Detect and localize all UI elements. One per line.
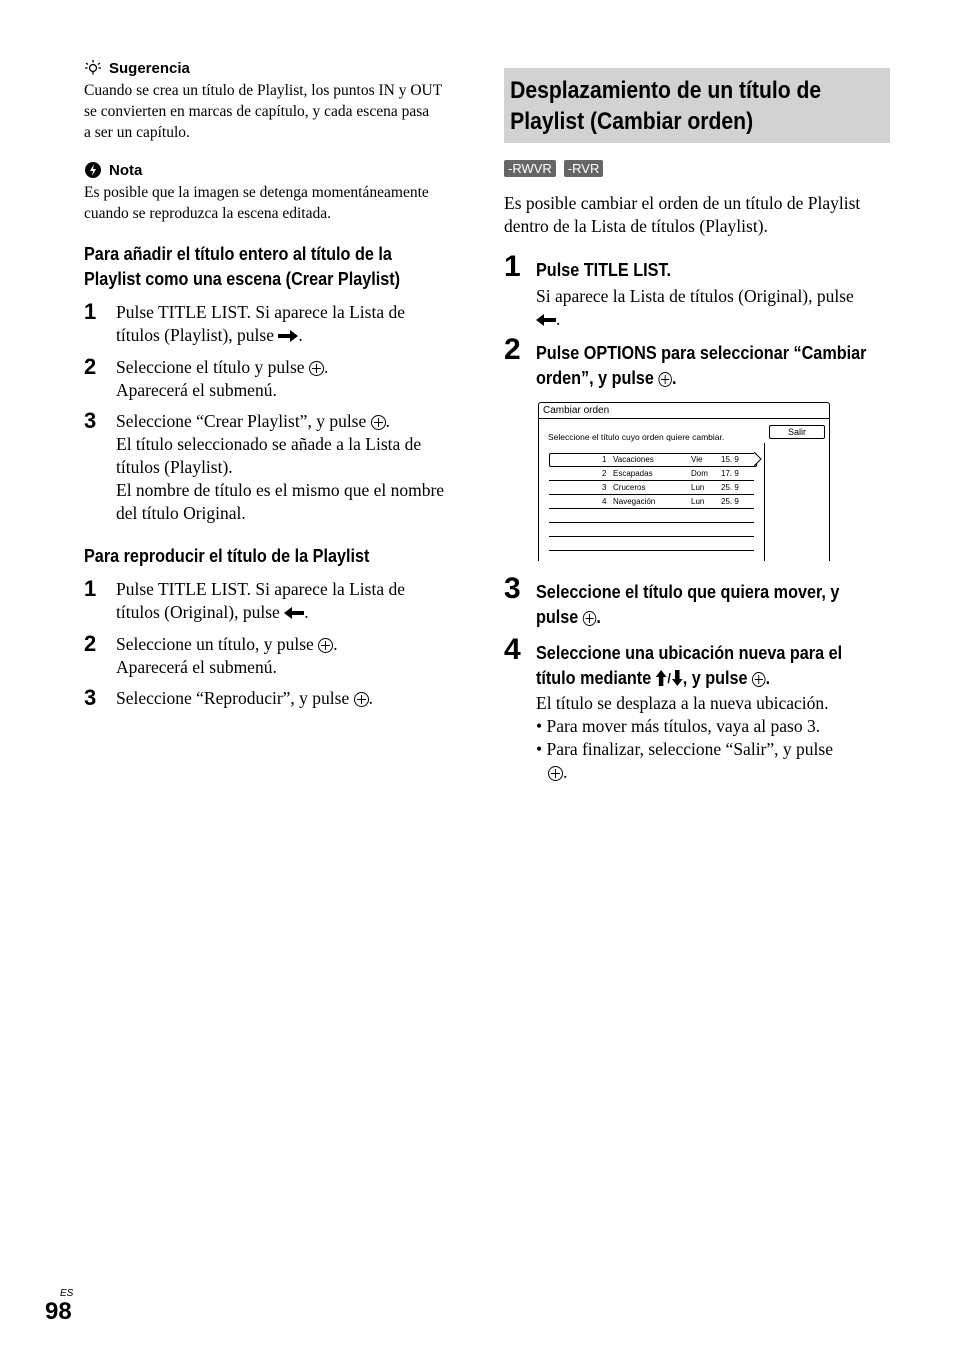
title-table: [553, 455, 753, 511]
enter-button-icon: [318, 638, 333, 653]
step-number: 3: [84, 408, 97, 433]
step-text: El título se desplaza a la nueva ubicación. • Para mover más títulos, vaya al paso 3. • Para finalizar, seleccione “Salir”, y pulse .: [536, 693, 833, 782]
note-text: Es posible que la imagen se detenga momentáneamente cuando se reproduzca la escena editada.: [84, 184, 429, 222]
intro-text: Es posible cambiar el orden de un título de Playlist dentro de la Lista de títulos (Playlist).: [504, 193, 861, 236]
arrow-right-icon: [278, 325, 298, 348]
step-text: Pulse TITLE LIST. Si aparece la Lista de títulos (Playlist), pulse .: [116, 301, 476, 348]
tip-text: Cuando se crea un título de Playlist, los puntos IN y OUT se convierten en marcas de capítulo, y cada escena pasa a ser un capítulo.: [84, 82, 443, 141]
step-text: Seleccione el título y pulse . Aparecerá el submenú.: [116, 357, 329, 400]
enter-button-icon: [371, 415, 386, 430]
step-text: Si aparece la Lista de títulos (Original), pulse .: [536, 285, 896, 332]
enter-button-icon: [752, 672, 766, 687]
section-heading-reproducir: Para reproducir el título de la Playlist: [84, 546, 370, 566]
step-number: 1: [84, 299, 97, 324]
step-number: 4: [504, 633, 521, 666]
step-text: Pulse TITLE LIST. Si aparece la Lista de títulos (Original), pulse .: [116, 578, 476, 625]
badge-rvr: -RVR: [564, 160, 604, 177]
enter-button-icon: [548, 766, 563, 781]
step-text: Seleccione un título, y pulse . Aparecerá el submenú.: [116, 634, 338, 677]
note-block: [84, 160, 474, 224]
page-number: 98: [45, 1298, 72, 1325]
step-text: Seleccione “Crear Playlist”, y pulse . El título seleccionado se añade a la Lista de títulos (Playlist). El nombre de título es el mismo que el nombre del título Original.: [116, 411, 445, 523]
tip-heading: Sugerencia: [109, 60, 190, 77]
note-heading: Nota: [109, 162, 143, 179]
arrow-up-down-icon: [656, 668, 683, 693]
salir-button[interactable]: Salir: [769, 425, 825, 439]
svg-text:/: /: [667, 670, 671, 686]
step-number: 2: [84, 354, 97, 379]
screen-prompt: Seleccione el título cuyo orden quiere cambiar.: [548, 432, 725, 442]
table-row[interactable]: 2 Escapadas Dom 17. 9: [602, 469, 739, 478]
enter-button-icon: [658, 372, 672, 387]
enter-button-icon: [309, 361, 324, 376]
table-row[interactable]: 4 Navegación Lun 25. 9: [602, 497, 739, 506]
language-label: ES: [60, 1288, 74, 1299]
tip-block: [84, 58, 474, 143]
step-number: 1: [504, 250, 521, 283]
step-number: 1: [84, 576, 97, 601]
table-row[interactable]: 3 Cruceros Lun 25. 9: [602, 483, 739, 492]
step-title: Seleccione una ubicación nueva para el título mediante / , y pulse .: [536, 641, 896, 693]
step-title: Pulse TITLE LIST.: [536, 260, 672, 280]
step-title: Seleccione el título que quiera mover, y pulse .: [536, 582, 840, 627]
arrow-left-icon: [536, 309, 556, 332]
step-number: 3: [504, 572, 521, 605]
badge-rwvr: -RWVR: [504, 160, 556, 177]
section-heading-crear-playlist: Para añadir el título entero al título de la Playlist como una escena (Crear Playlist): [84, 244, 401, 289]
step-number: 3: [84, 685, 97, 710]
step-title: Pulse OPTIONS para seleccionar “Cambiar orden”, y pulse .: [536, 343, 867, 388]
step-number: 2: [504, 333, 521, 366]
arrow-left-icon: [284, 602, 304, 625]
step-number: 2: [84, 631, 97, 656]
table-row[interactable]: 1 Vacaciones Vie 15. 9: [602, 455, 739, 464]
enter-button-icon: [583, 611, 597, 626]
row-pointer-icon: [754, 452, 762, 466]
enter-button-icon: [354, 692, 369, 707]
screen-title: Cambiar orden: [543, 405, 610, 416]
section-banner: Desplazamiento de un título de Playlist (Cambiar orden): [504, 68, 890, 143]
lightbulb-icon: [84, 59, 102, 82]
cambiar-orden-screen: [538, 402, 830, 561]
warning-icon: [84, 161, 102, 184]
disc-badges: [504, 160, 603, 178]
step-text: Seleccione “Reproducir”, y pulse .: [116, 688, 373, 708]
